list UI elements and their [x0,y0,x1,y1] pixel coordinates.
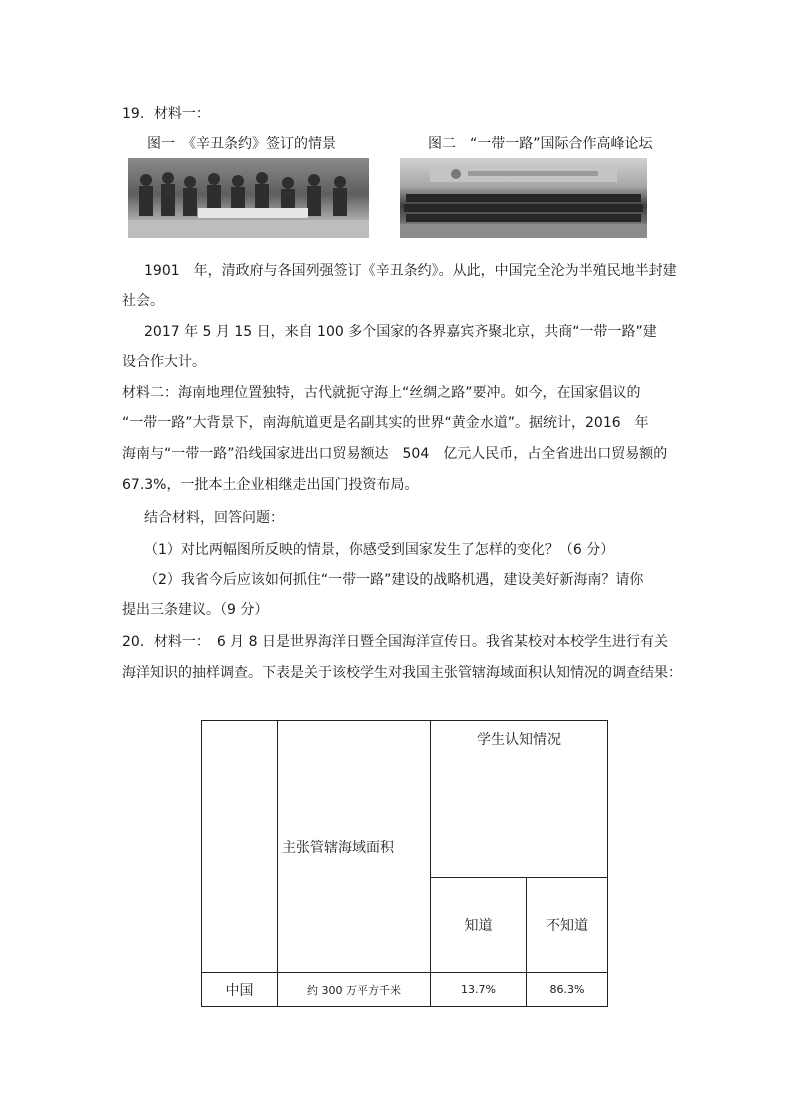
table-header-cognition: 学生认知情况 [431,721,608,878]
q19-heading: 19．材料一： [122,106,210,122]
table-header-know: 知道 [431,878,527,973]
table-header-area: 主张管辖海域面积 [278,721,431,973]
table-cell-know-pct: 13.7% [431,973,527,1007]
material2-line2: “一带一路”大背景下，南海航道更是名副其实的世界“黄金水道”。据统计，2016 年 [122,415,649,431]
question-2-line2: 提出三条建议。（9 分） [122,602,269,618]
material2-line1: 材料二：海南地理位置独特，古代就扼守海上“丝绸之路”要冲。如今，在国家倡议的 [122,385,641,401]
material1-para2-line1: 2017 年 5 月 15 日，来自 100 多个国家的各界嘉宾齐聚北京，共商“一带一路”建 [144,324,657,340]
table-header-dont-know: 不知道 [527,878,608,973]
answer-prompt: 结合材料，回答问题： [144,510,284,526]
table-corner-cell [202,721,278,973]
material1-para1-line1: 1901 年，清政府与各国列强签订《辛丑条约》。从此，中国完全沦为半殖民地半封建 [144,263,677,279]
belt-road-forum-photo [400,158,647,238]
q20-line2: 海洋知识的抽样调查。下表是关于该校学生对我国主张管辖海域面积认知情况的调查结果： [122,665,682,681]
q20-line1: 20．材料一： 6 月 8 日是世界海洋日暨全国海洋宣传日。我省某校对本校学生进行有关 [122,634,668,650]
material1-para2-line2: 设合作大计。 [122,354,206,370]
survey-table [201,720,608,1007]
figure1-caption: 图一 《辛丑条约》签订的情景 [147,136,336,152]
question-2-line1: （2）我省今后应该如何抓住“一带一路”建设的战略机遇，建设美好新海南？请你 [144,572,644,588]
material1-para1-line2: 社会。 [122,293,164,309]
table-cell-dont-know-pct: 86.3% [527,973,608,1007]
material2-line3: 海南与“一带一路”沿线国家进出口贸易额达 504 亿元人民币，占全省进出口贸易额的 [122,446,668,462]
material2-line4: 67.3%，一批本土企业相继走出国门投资布局。 [122,477,419,493]
question-1: （1）对比两幅图所反映的情景，你感受到国家发生了怎样的变化？（6 分） [144,542,615,558]
table-cell-country: 中国 [202,973,278,1007]
treaty-signing-photo [128,158,369,238]
figure2-caption: 图二 “一带一路”国际合作高峰论坛 [428,136,653,152]
table-cell-area: 约 300 万平方千米 [278,973,431,1007]
